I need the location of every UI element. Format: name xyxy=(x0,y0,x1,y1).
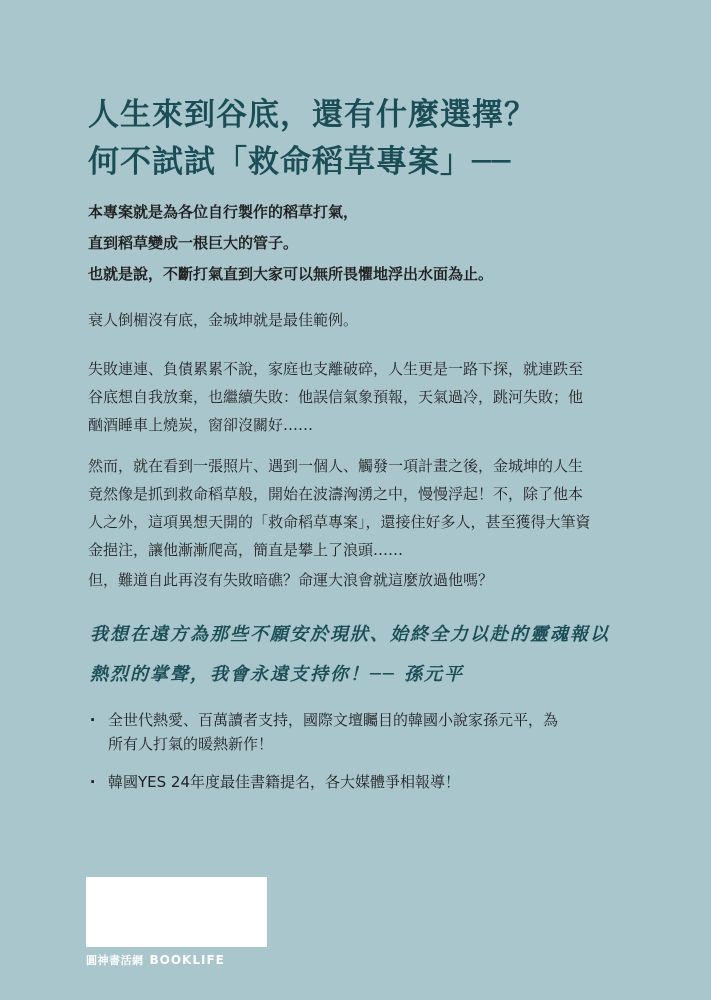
quote-line: 我想在遠方為那些不願安於現狀、始終全力以赴的靈魂報以 xyxy=(90,624,610,645)
intro-line: 本專案就是為各位自行製作的稻草打氣， xyxy=(88,203,359,221)
paragraph-1 xyxy=(88,306,636,334)
author-quote xyxy=(90,615,650,695)
paragraph-line: 衰人倒楣沒有底，金城坤就是最佳範例。 xyxy=(88,311,359,329)
paragraph-4 xyxy=(88,566,636,594)
bullet-icon: ‧ xyxy=(90,773,96,791)
publisher-logo xyxy=(86,952,225,968)
barcode-area xyxy=(86,877,267,947)
headline xyxy=(88,92,536,186)
bullet-icon: ‧ xyxy=(90,711,96,729)
headline-line-1: 人生來到谷底，還有什麼選擇？ xyxy=(88,97,536,133)
paragraph-line: 人之外，這項異想天開的「救命稻草專案」，還接住好多人，甚至獲得大筆資 xyxy=(88,513,591,531)
highlight-list xyxy=(88,708,648,808)
paragraph-line: 金挹注，讓他漸漸爬高，簡直是攀上了浪頭…… xyxy=(88,541,404,559)
paragraph-line: 酗酒睡車上燒炭，窗卻沒關好…… xyxy=(88,416,314,434)
publisher-brand: BOOKLIFE xyxy=(149,953,225,967)
highlight-line: 全世代熱愛、百萬讀者支持，國際文壇矚目的韓國小說家孫元平，為 xyxy=(108,711,559,729)
intro-line: 直到稻草變成一根巨大的管子。 xyxy=(88,234,299,252)
publisher-name: 圓神書活網 xyxy=(86,954,144,967)
paragraph-line: 竟然像是抓到救命稻草般，開始在波濤洶湧之中，慢慢浮起！不，除了他本 xyxy=(88,485,584,503)
intro-text xyxy=(88,197,648,290)
paragraph-line: 但，難道自此再沒有失敗暗礁？命運大浪會就這麼放過他嗎？ xyxy=(88,571,494,589)
highlight-item xyxy=(88,770,648,794)
intro-line: 也就是說，不斷打氣直到大家可以無所畏懼地浮出水面為止。 xyxy=(88,265,494,283)
highlight-line: 韓國YES 24年度最佳書籍提名，各大媒體爭相報導！ xyxy=(108,773,461,791)
paragraph-2 xyxy=(88,355,636,439)
quote-line: 熱烈的掌聲，我會永遠支持你！── 孫元平 xyxy=(90,664,464,685)
paragraph-line: 然而，就在看到一張照片、遇到一個人、觸發一項計畫之後，金城坤的人生 xyxy=(88,457,584,475)
paragraph-line: 谷底想自我放棄，也繼續失敗：他誤信氣象預報，天氣過冷，跳河失敗；他 xyxy=(88,388,584,406)
paragraph-3 xyxy=(88,452,636,564)
paragraph-line: 失敗連連、負債累累不說，家庭也支離破碎，人生更是一路下探，就連跌至 xyxy=(88,360,584,378)
highlight-item xyxy=(88,708,648,756)
highlight-line: 所有人打氣的暖熱新作！ xyxy=(108,735,274,753)
headline-line-2: 何不試試「救命稻草專案」── xyxy=(88,144,512,180)
